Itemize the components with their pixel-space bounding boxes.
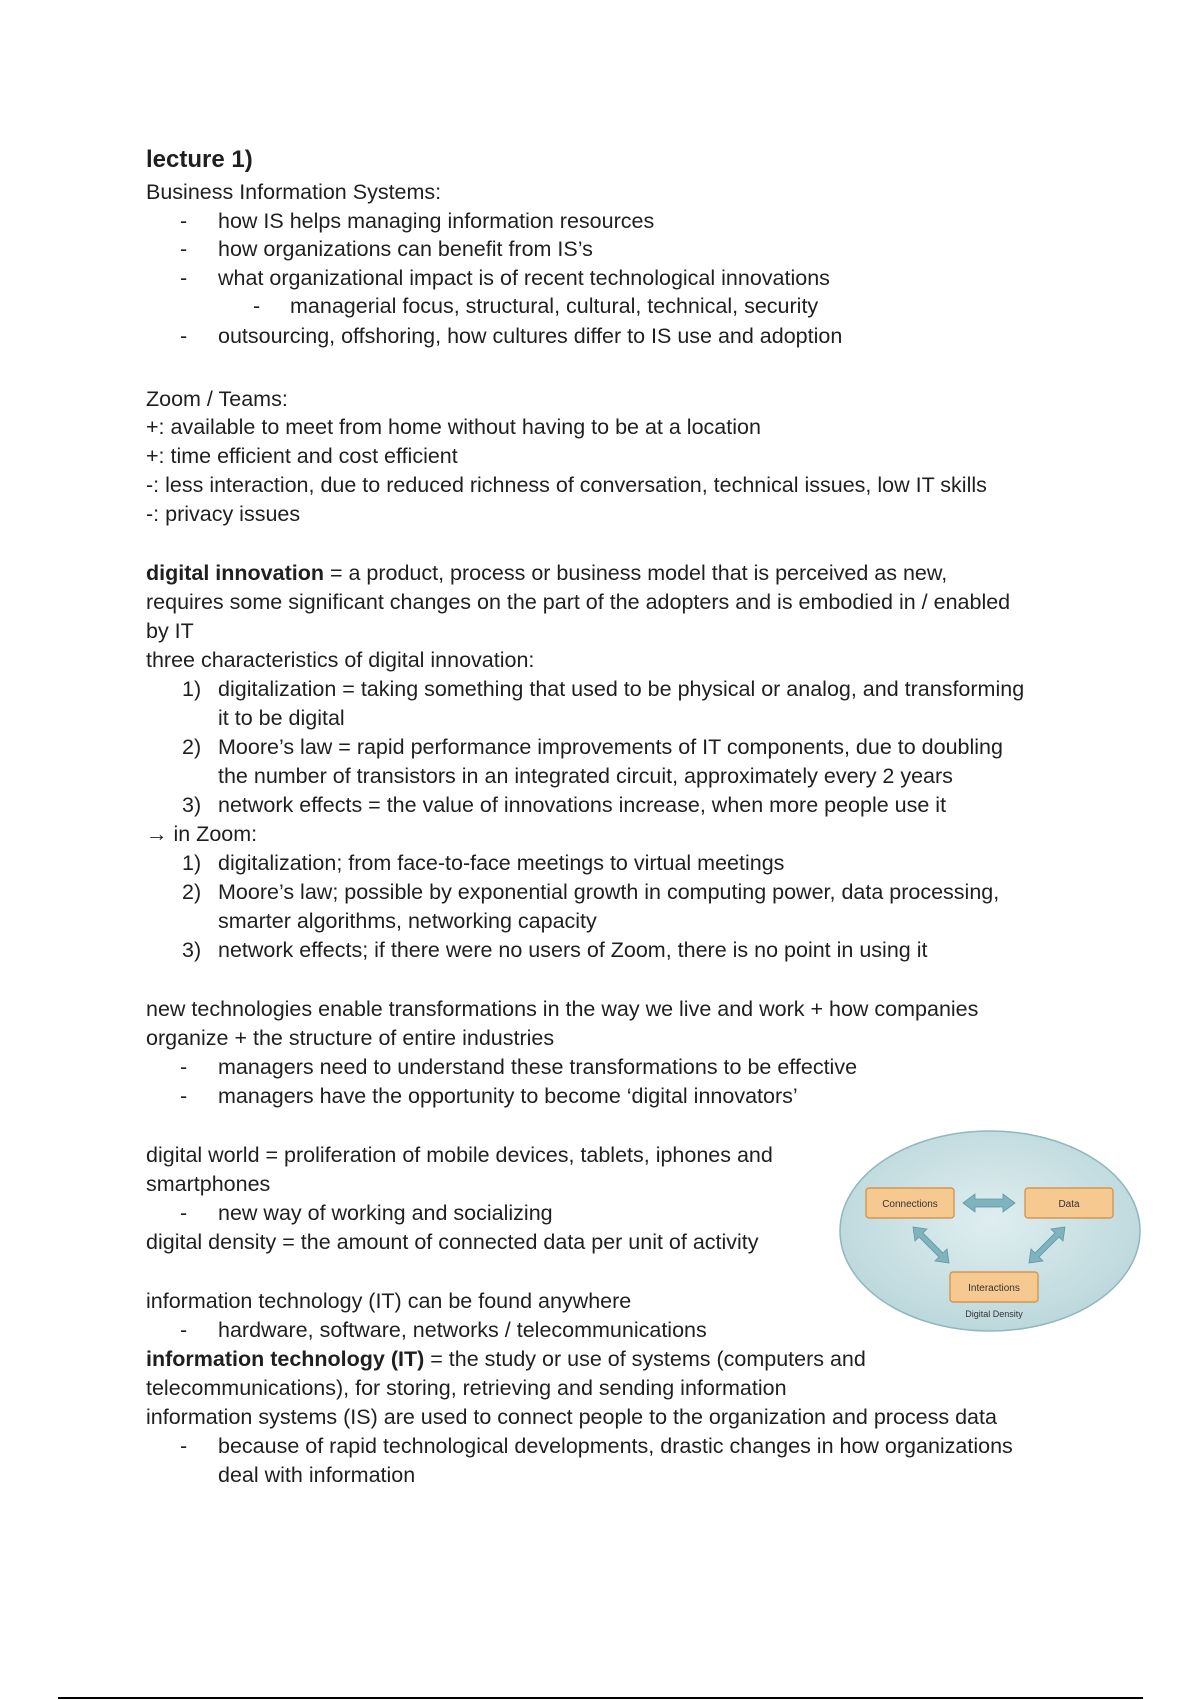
- is-item-cont: deal with information: [218, 1463, 416, 1487]
- list-number: 1): [182, 677, 202, 701]
- interactions-label: Interactions: [968, 1283, 1020, 1294]
- bullet-marker: -: [180, 1434, 188, 1458]
- new-tech-line: organize + the structure of entire industries: [146, 1026, 555, 1050]
- bullet-marker: -: [180, 266, 188, 290]
- bullet-marker: -: [180, 237, 188, 261]
- characteristics-heading: three characteristics of digital innovation:: [146, 648, 535, 672]
- zoom-line: +: time efficient and cost efficient: [146, 444, 458, 468]
- bis-item: outsourcing, offshoring, how cultures differ to IS use and adoption: [218, 324, 843, 348]
- characteristic-item: network effects = the value of innovations increase, when more people use it: [218, 793, 947, 817]
- term-information-technology: information technology (IT): [146, 1347, 425, 1371]
- it-line: information technology (IT) can be found anywhere: [146, 1289, 632, 1313]
- characteristic-item: digitalization = taking something that used to be physical or analog, and transforming: [218, 677, 1025, 701]
- it-definition-cont: telecommunications), for storing, retrieving and sending information: [146, 1376, 787, 1400]
- bullet-marker: -: [180, 1084, 188, 1108]
- lecture-title: lecture 1): [146, 146, 253, 173]
- zoom-line: -: less interaction, due to reduced richness of conversation, technical issues, low IT skills: [146, 473, 987, 497]
- it-item: hardware, software, networks / telecommunications: [218, 1318, 707, 1342]
- bis-item: how organizations can benefit from IS’s: [218, 237, 593, 261]
- data-label: Data: [1058, 1199, 1080, 1210]
- is-line: information systems (IS) are used to connect people to the organization and process data: [146, 1405, 997, 1429]
- is-item: because of rapid technological developments, drastic changes in how organizations: [218, 1434, 1013, 1458]
- list-number: 3): [182, 938, 202, 962]
- diagram-caption: Digital Density: [965, 1309, 1023, 1319]
- digital-density-line: digital density = the amount of connected data per unit of activity: [146, 1230, 759, 1254]
- definition-text: = a product, process or business model that is perceived as new,: [323, 561, 948, 585]
- digital-innovation-definition: [146, 559, 947, 587]
- new-tech-line: new technologies enable transformations in the way we live and work + how companies: [146, 997, 979, 1021]
- in-zoom-heading: → in Zoom:: [146, 822, 258, 846]
- footer-rule: [58, 1697, 1143, 1699]
- term-digital-innovation: digital innovation: [146, 561, 324, 585]
- zoom-example-item: digitalization; from face-to-face meetings to virtual meetings: [218, 851, 785, 875]
- characteristic-item-cont: the number of transistors in an integrated circuit, approximately every 2 years: [218, 764, 953, 788]
- bis-subitem: managerial focus, structural, cultural, technical, security: [290, 294, 819, 318]
- bis-item: what organizational impact is of recent technological innovations: [218, 266, 830, 290]
- zoom-line: -: privacy issues: [146, 502, 301, 526]
- definition-line: requires some significant changes on the part of the adopters and is embodied in / enabled: [146, 590, 1011, 614]
- bis-item: how IS helps managing information resources: [218, 209, 655, 233]
- list-number: 3): [182, 793, 202, 817]
- definition-line: by IT: [146, 619, 194, 643]
- list-number: 1): [182, 851, 202, 875]
- digital-world-line: smartphones: [146, 1172, 271, 1196]
- digital-world-line: digital world = proliferation of mobile devices, tablets, iphones and: [146, 1143, 773, 1167]
- bullet-marker: -: [253, 294, 261, 318]
- bullet-marker: -: [180, 324, 188, 348]
- characteristic-item: Moore’s law = rapid performance improvements of IT components, due to doubling: [218, 735, 1003, 759]
- it-definition: [146, 1345, 866, 1373]
- connections-label: Connections: [882, 1199, 938, 1210]
- new-tech-item: managers have the opportunity to become ‘digital innovators’: [218, 1084, 798, 1108]
- interactions-box: [950, 1272, 1038, 1302]
- zoom-heading: Zoom / Teams:: [146, 387, 288, 411]
- zoom-line: +: available to meet from home without having to be at a location: [146, 415, 761, 439]
- list-number: 2): [182, 735, 202, 759]
- characteristic-item-cont: it to be digital: [218, 706, 345, 730]
- bis-heading: Business Information Systems:: [146, 180, 442, 204]
- bullet-marker: -: [180, 1318, 188, 1342]
- list-number: 2): [182, 880, 202, 904]
- data-box: [1025, 1188, 1113, 1218]
- bullet-marker: -: [180, 1201, 188, 1225]
- connections-box: [866, 1188, 954, 1218]
- zoom-example-item-cont: smarter algorithms, networking capacity: [218, 909, 597, 933]
- new-tech-item: managers need to understand these transformations to be effective: [218, 1055, 858, 1079]
- digital-density-diagram: [835, 1126, 1145, 1336]
- zoom-example-item: Moore’s law; possible by exponential growth in computing power, data processing,: [218, 880, 1000, 904]
- zoom-example-item: network effects; if there were no users of Zoom, there is no point in using it: [218, 938, 928, 962]
- bullet-marker: -: [180, 209, 188, 233]
- digital-world-item: new way of working and socializing: [218, 1201, 553, 1225]
- definition-text: = the study or use of systems (computers and: [424, 1347, 866, 1371]
- bullet-marker: -: [180, 1055, 188, 1079]
